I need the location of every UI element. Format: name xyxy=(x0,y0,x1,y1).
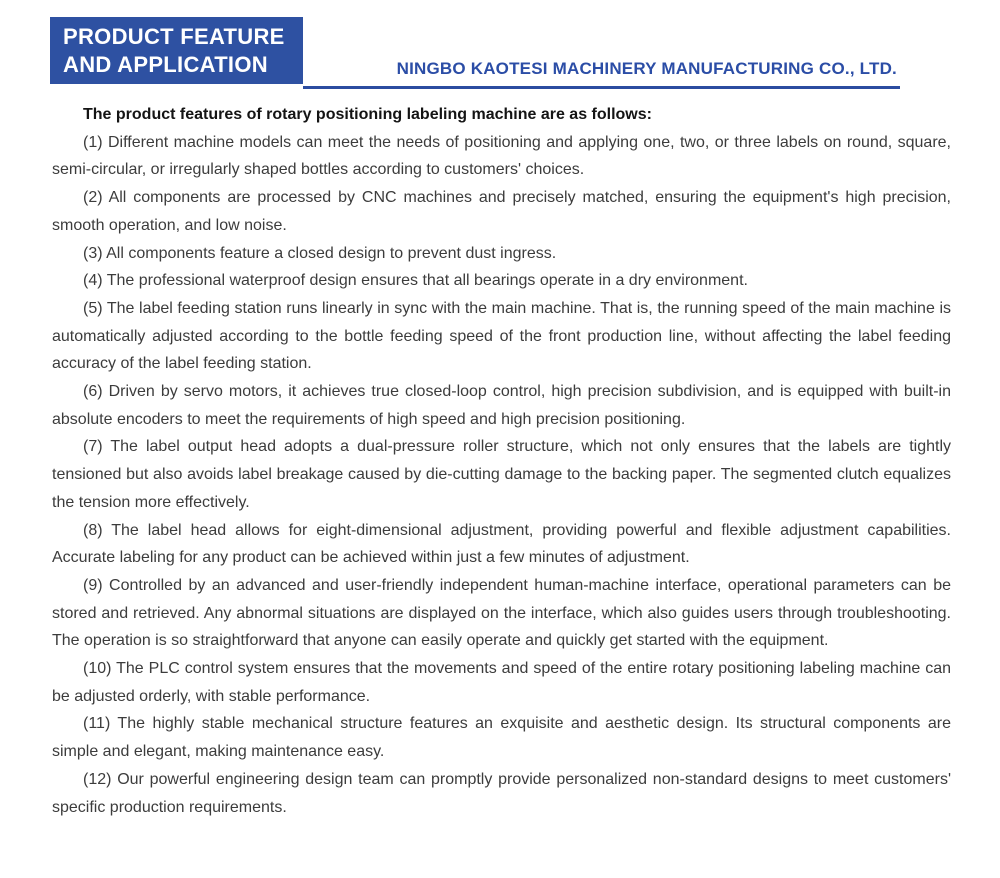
feature-paragraph-7: (7) The label output head adopts a dual-pressure roller structure, which not only ensures that the labels are tightly tensioned but also avoids label breakage caused by die-cutting damage to the backing paper. The segmented clutch equalizes the tension more effectively. xyxy=(52,438,951,511)
feature-list xyxy=(52,101,951,821)
page-header xyxy=(0,0,1000,95)
section-title-badge xyxy=(50,17,303,84)
feature-paragraph-8: (8) The label head allows for eight-dimensional adjustment, providing powerful and flexible adjustment capabilities. Accurate labeling for any product can be achieved within just a few minutes of adjustment. xyxy=(52,521,951,567)
section-title-line2: AND APPLICATION xyxy=(63,52,268,77)
feature-paragraph-5: (5) The label feeding station runs linearly in sync with the main machine. That is, the running speed of the main machine is automatically adjusted according to the bottle feeding speed of the front production line, without affecting the label feeding accuracy of the label feeding station. xyxy=(52,299,951,373)
content-heading: The product features of rotary positioning labeling machine are as follows: xyxy=(83,106,652,123)
feature-paragraph-2: (2) All components are processed by CNC machines and precisely matched, ensuring the equipment's high precision, smooth operation, and low noise. xyxy=(52,189,951,234)
feature-paragraph-11: (11) The highly stable mechanical structure features an exquisite and aesthetic design. Its structural components are simple and elegant, making maintenance easy. xyxy=(52,715,951,761)
header-underline xyxy=(303,17,900,89)
feature-paragraph-4: (4) The professional waterproof design ensures that all bearings operate in a dry environment. xyxy=(83,272,748,290)
feature-paragraph-6: (6) Driven by servo motors, it achieves true closed-loop control, high precision subdivision, and is equipped with built-in absolute encoders to meet the requirements of high speed and high precision positioning. xyxy=(52,383,951,428)
feature-paragraph-3: (3) All components feature a closed design to prevent dust ingress. xyxy=(83,244,557,262)
feature-paragraph-12: (12) Our powerful engineering design team can promptly provide personalized non-standard designs to meet customers' specific production requirements. xyxy=(52,770,951,816)
section-title-line1: PRODUCT FEATURE xyxy=(63,24,285,49)
company-name: NINGBO KAOTESI MACHINERY MANUFACTURING CO., LTD. xyxy=(396,59,897,78)
feature-paragraph-9: (9) Controlled by an advanced and user-friendly independent human-machine interface, operational parameters can be stored and retrieved. Any abnormal situations are displayed on the interface, which also guides users through troubleshooting. The operation is so straightforward that anyone can easily operate and quickly get started with the equipment. xyxy=(52,576,951,650)
feature-paragraph-10: (10) The PLC control system ensures that the movements and speed of the entire rotary positioning labeling machine can be adjusted orderly, with stable performance. xyxy=(52,660,951,705)
feature-paragraph-1: (1) Different machine models can meet the needs of positioning and applying one, two, or three labels on round, square, semi-circular, or irregularly shaped bottles according to customers' choices. xyxy=(52,133,951,179)
